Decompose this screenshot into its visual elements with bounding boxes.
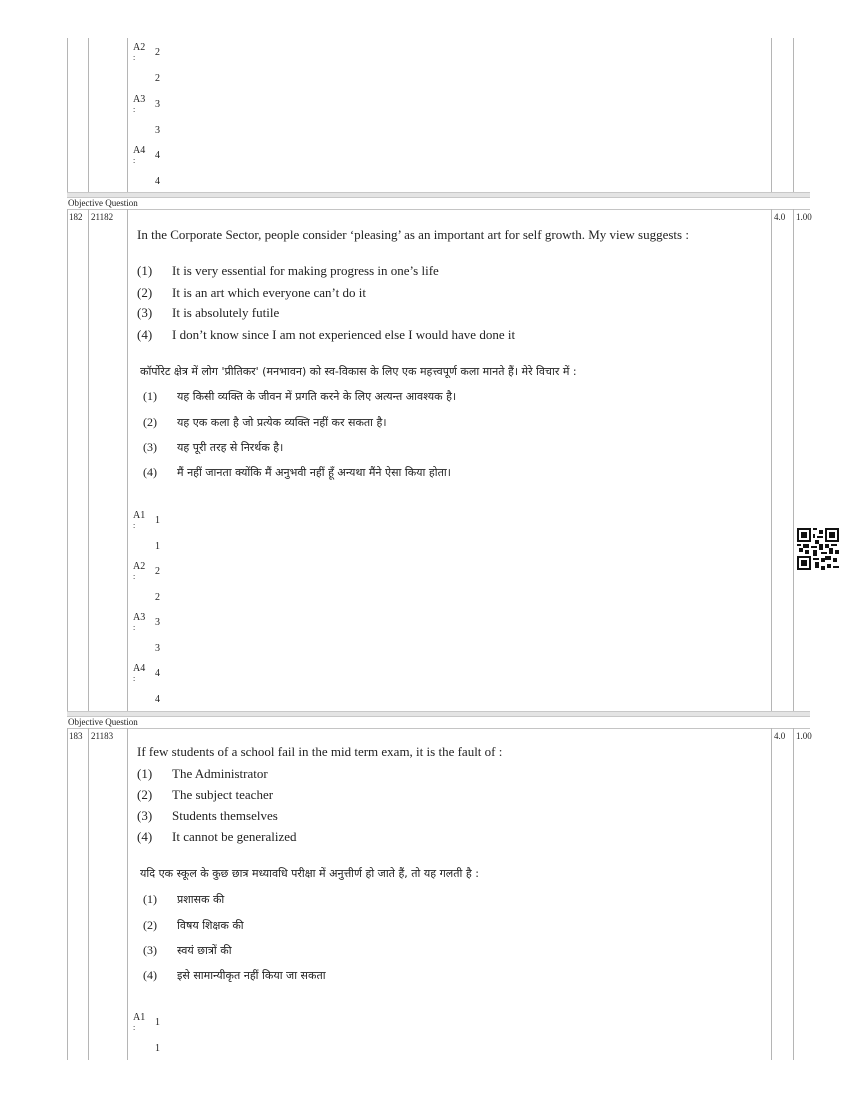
grid-line — [771, 209, 772, 712]
question-type-label: Objective Question — [68, 198, 138, 208]
grid-line — [127, 209, 128, 712]
answer-option-value: 2 — [155, 592, 160, 603]
answer-label: A3 : — [133, 94, 146, 114]
grid-line — [793, 38, 794, 194]
grid-line — [793, 728, 794, 1060]
answer-value: 2 — [155, 566, 160, 577]
answer-value: 4 — [155, 150, 160, 161]
grid-line — [67, 38, 68, 194]
grid-line — [88, 728, 89, 1060]
answer-label: A1 : — [133, 1012, 146, 1032]
grid-line — [127, 728, 128, 1060]
grid-line — [771, 38, 772, 194]
question-marks: 4.0 — [774, 731, 786, 741]
grid-line — [67, 728, 810, 729]
answer-option-value: 4 — [155, 176, 160, 187]
answer-label: A2 : — [133, 561, 146, 581]
answer-value: 1 — [155, 1017, 160, 1028]
question-text-hindi: यदि एक स्कूल के कुछ छात्र मध्यावधि परीक्षा में अनुत्तीर्ण हो जाते हैं, तो यह गलती है : — [140, 867, 479, 880]
answer-value: 3 — [155, 617, 160, 628]
question-text-hindi: कॉर्पोरेट क्षेत्र में लोग 'प्रीतिकर' (मनभावन) को स्व-विकास के लिए एक महत्त्वपूर्ण कला मानते हैं। मेरे विचार में : — [140, 365, 577, 378]
answer-label: A2 : — [133, 42, 146, 62]
question-id: 21183 — [91, 731, 114, 741]
answer-value: 2 — [155, 47, 160, 58]
grid-line — [793, 209, 794, 712]
answer-label: A1 : — [133, 510, 146, 530]
answer-option-value: 3 — [155, 643, 160, 654]
answer-option-value: 2 — [155, 73, 160, 84]
question-text-english: In the Corporate Sector, people consider ‘pleasing’ as an important art for self growth. My view suggests : — [137, 227, 689, 242]
answer-option-value: 1 — [155, 1043, 160, 1054]
row-separator — [67, 711, 810, 717]
exam-page: A2 : 2 2 A3 : 3 3 A4 : 4 4 Objective Question 182 21182 4.0 1.00 In the Corporate Sector, people consider ‘pleasing’ as an important art for self growth. My view suggests : (1) It is very essential for making progress in one’s life (2) It is an art which everyone can’t do it (3) It is absolutely futile (4) I don’t know since I am not experienced else I would have done it कॉर्पोरेट क्षेत्र में लोग 'प्रीतिकर' (मनभावन) को स्व-विकास के लिए एक महत्त्वपूर्ण कला मानते हैं। मेरे विचार में : (1) यह किसी व्यक्ति के जीवन में प्रगति करने के लिए अत्यन्त आवश्यक है। (2) यह एक कला है जो प्रत्येक व्यक्ति नहीं कर सकता है। (3) यह पूरी तरह से निरर्थक है। (4) मैं नहीं जानता क्योंकि मैं अनुभवी नहीं हूँ अन्यथा मैंने ऐसा किया होता। A1 : 1 1 A2 : 2 2 A3 : 3 3 A4 : 4 4 Objective Question 183 21183 4.0 1.00 If few students of a school fail in the mid term exam, it is the fault of : (1) The Administrator (2) The subject teacher (3) Students themselves (4) It cannot be generalized यदि एक स्कूल के कुछ छात्र मध्यावधि परीक्षा में अनुत्तीर्ण हो जाते हैं, तो यह गलती है : (1) प्रशासक की (2) विषय शिक्षक की (3) स्वयं छात्रों की (4) इसे सामान्यीकृत नहीं किया जा सकता A1 : 1 1 — [0, 0, 850, 1100]
answer-label: A4 : — [133, 145, 146, 165]
qr-code-icon — [797, 528, 839, 570]
grid-line — [88, 38, 89, 194]
question-negative-marks: 1.00 — [796, 731, 812, 741]
grid-line — [127, 38, 128, 194]
answer-option-value: 4 — [155, 694, 160, 705]
question-text-english: If few students of a school fail in the mid term exam, it is the fault of : — [137, 744, 503, 759]
grid-line — [67, 209, 810, 210]
answer-option-value: 3 — [155, 125, 160, 136]
question-negative-marks: 1.00 — [796, 212, 812, 222]
grid-line — [67, 728, 68, 1060]
grid-line — [67, 209, 68, 712]
question-serial: 182 — [69, 212, 83, 222]
question-type-label: Objective Question — [68, 717, 138, 727]
answer-label: A3 : — [133, 612, 146, 632]
grid-line — [88, 209, 89, 712]
answer-value: 3 — [155, 99, 160, 110]
answer-label: A4 : — [133, 663, 146, 683]
question-marks: 4.0 — [774, 212, 786, 222]
answer-value: 4 — [155, 668, 160, 679]
grid-line — [771, 728, 772, 1060]
answer-value: 1 — [155, 515, 160, 526]
answer-option-value: 1 — [155, 541, 160, 552]
question-serial: 183 — [69, 731, 83, 741]
question-id: 21182 — [91, 212, 114, 222]
row-separator — [67, 192, 810, 198]
